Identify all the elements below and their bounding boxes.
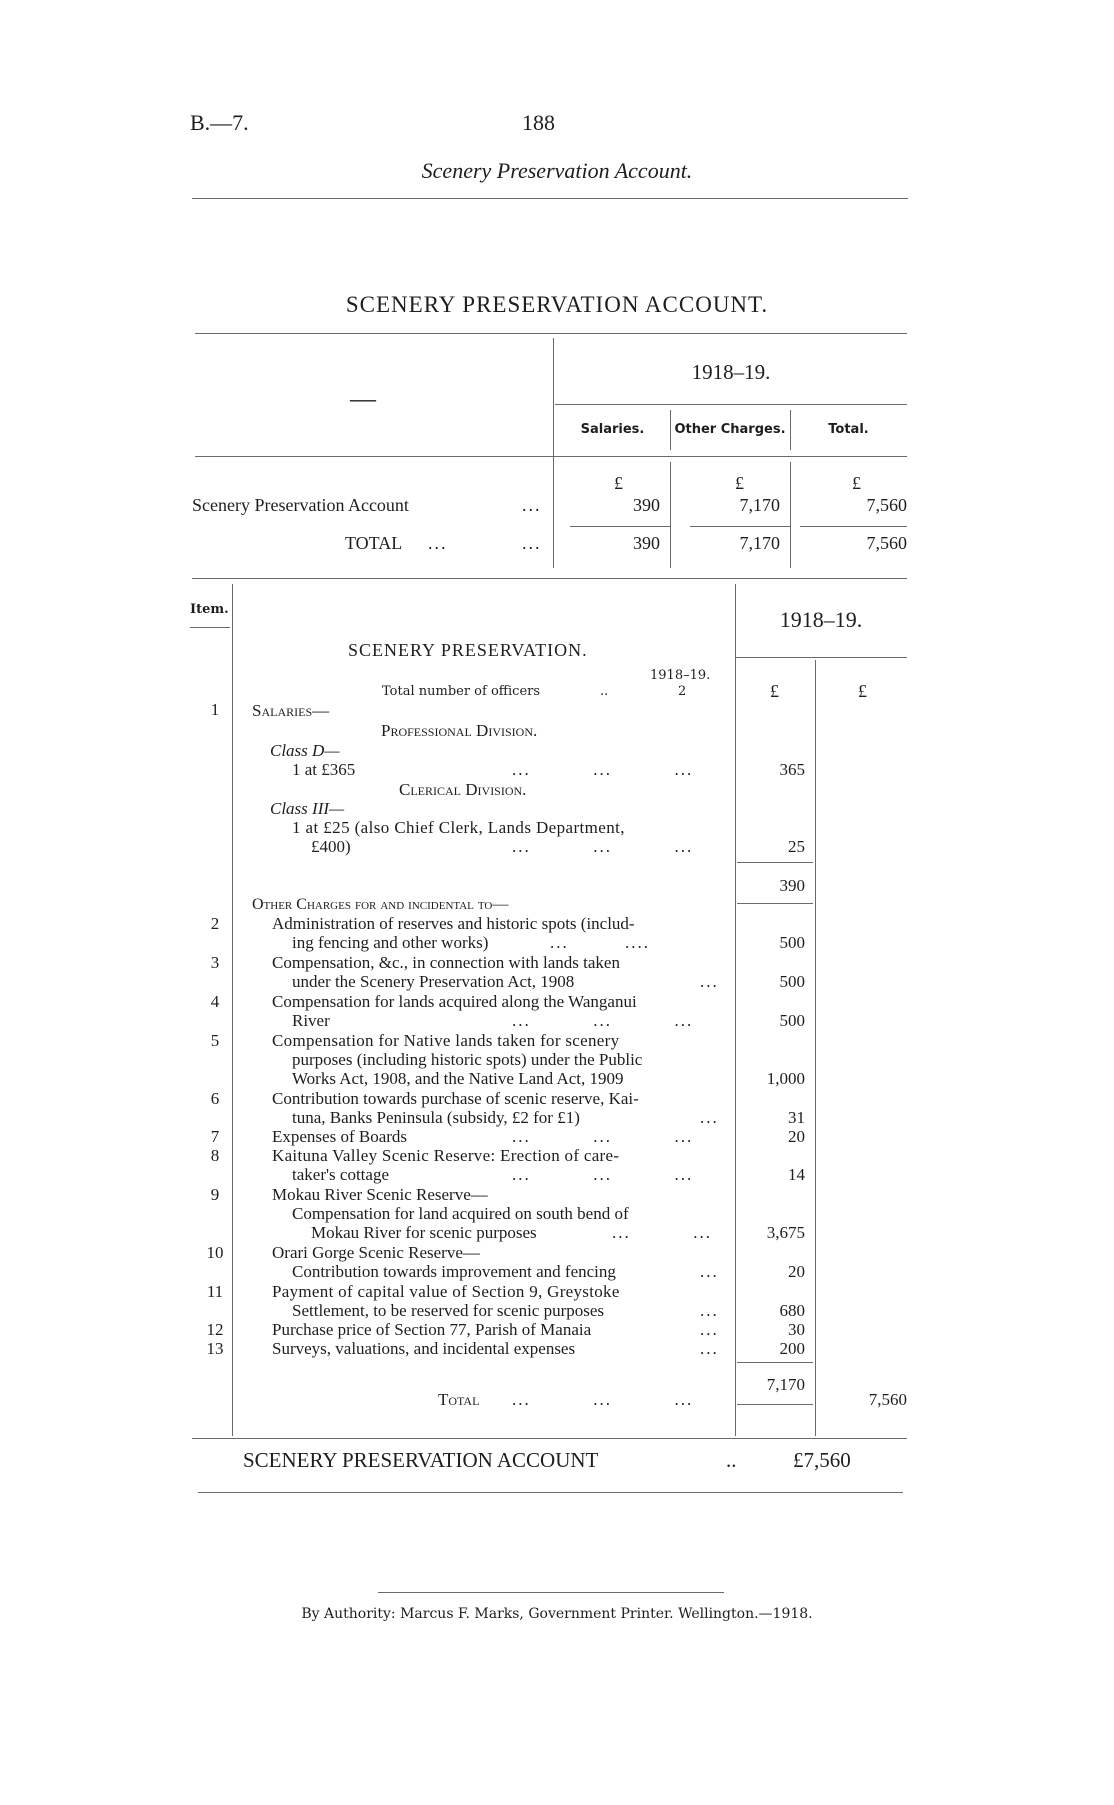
summary-row-other: 7,170 <box>739 495 780 515</box>
item-head-rule <box>190 627 230 628</box>
pounds-column-divider-2 <box>815 660 816 1436</box>
item-number: 11 <box>206 1282 224 1301</box>
item-dots: ... .... <box>550 933 650 952</box>
class-iii-dots: ... ... ... <box>512 837 694 856</box>
officers-dots: .. <box>600 684 609 699</box>
item-amount: 200 <box>779 1339 805 1358</box>
summary-body-divider-1 <box>670 462 671 530</box>
item-amount: 20 <box>788 1262 805 1281</box>
summary-currency-salaries: £ <box>614 473 623 493</box>
item-number: 5 <box>210 1031 220 1050</box>
item-amount: 31 <box>788 1108 805 1127</box>
other-subtotal: 7,170 <box>766 1375 805 1394</box>
summary-divider <box>553 338 554 568</box>
item-number: 2 <box>210 914 220 933</box>
summary-total-rule-3 <box>800 526 907 527</box>
item-description: purposes (including historic spots) under the Public <box>292 1050 643 1069</box>
summary-dash: — <box>350 384 376 413</box>
item-column-head: Item. <box>190 602 229 617</box>
summary-row-dots: ... <box>522 495 542 515</box>
item-number: 1 <box>210 700 220 719</box>
item-amount: 20 <box>788 1127 805 1146</box>
summary-total-rule-1 <box>570 526 670 527</box>
class-iii-line-2: £400) <box>311 837 351 856</box>
item-number: 7 <box>210 1127 220 1146</box>
summary-total-dots-2: ... <box>522 533 542 553</box>
item-dots: ... ... <box>612 1223 712 1242</box>
item-amount: 3,675 <box>766 1223 805 1242</box>
item-description: tuna, Banks Peninsula (subsidy, £2 for £1) <box>292 1108 580 1127</box>
summary-currency-total: £ <box>852 473 861 493</box>
item-description: ing fencing and other works) <box>292 933 489 952</box>
item-description: under the Scenery Preservation Act, 1908 <box>292 972 575 991</box>
item-description: Compensation for land acquired on south bend of <box>292 1204 629 1223</box>
item-dots: ... <box>700 972 719 991</box>
professional-division: Professional Division. <box>381 721 538 740</box>
detail-year: 1918–19. <box>779 607 863 632</box>
summary-title: SCENERY PRESERVATION ACCOUNT. <box>345 292 769 317</box>
class-d-line: 1 at £365 <box>292 760 356 779</box>
item-description: Settlement, to be reserved for scenic purposes <box>292 1301 605 1320</box>
summary-bottom-rule <box>192 578 907 579</box>
summary-total-other: 7,170 <box>739 533 780 553</box>
item-description: Compensation, &c., in connection with lands taken <box>272 953 620 972</box>
item-description: Contribution towards improvement and fencing <box>292 1262 616 1281</box>
item-description: Surveys, valuations, and incidental expenses <box>272 1339 576 1358</box>
item-description: Payment of capital value of Section 9, Greystoke <box>272 1282 620 1301</box>
item-amount: 1,000 <box>766 1069 805 1088</box>
item-dots: ... <box>700 1320 719 1339</box>
detail-total-label: Total <box>438 1390 480 1409</box>
item-dots: ... <box>700 1339 719 1358</box>
item-amount: 680 <box>779 1301 805 1320</box>
detail-bottom-rule <box>192 1438 907 1439</box>
item-description: Kaituna Valley Scenic Reserve: Erection of care- <box>272 1146 620 1165</box>
detail-year-rule <box>735 657 907 658</box>
class-iii-label: Class III— <box>270 799 345 818</box>
footer-rule <box>378 1592 724 1593</box>
summary-body-divider-2 <box>790 462 791 530</box>
item-description: Administration of reserves and historic spots (includ- <box>272 914 635 933</box>
closing-dots: .. <box>726 1448 737 1472</box>
item-column-divider <box>232 584 233 1436</box>
officers-year: 1918–19. <box>650 668 711 683</box>
item-number: 10 <box>206 1243 224 1262</box>
summary-currency-other: £ <box>735 473 744 493</box>
summary-year-rule <box>555 404 907 405</box>
summary-row-total: 7,560 <box>866 495 907 515</box>
other-subtotal-rule-2 <box>737 1404 813 1405</box>
item-number: 6 <box>210 1089 220 1108</box>
item-amount: 30 <box>788 1320 805 1339</box>
class-iii-line-1: 1 at £25 (also Chief Clerk, Lands Department, <box>292 818 625 837</box>
header-rule <box>192 198 908 199</box>
closing-amount: £7,560 <box>793 1448 851 1472</box>
item-description: Works Act, 1908, and the Native Land Act, 1909 <box>292 1069 624 1088</box>
summary-col-other: Other Charges. <box>674 422 786 437</box>
item-dots: ... ... ... <box>512 1127 694 1146</box>
item-number: 4 <box>210 992 220 1011</box>
salaries-subtotal-rule <box>737 862 813 863</box>
summary-col-total: Total. <box>828 422 869 437</box>
document-reference: B.—7. <box>190 110 249 135</box>
summary-total-divider-1 <box>670 530 671 568</box>
salaries-subtotal: 390 <box>779 876 805 895</box>
item-description: taker's cottage <box>292 1165 389 1184</box>
summary-head-rule <box>195 456 907 457</box>
item-number: 3 <box>210 953 220 972</box>
item-dots: ... <box>700 1301 719 1320</box>
summary-total-rule-2 <box>690 526 790 527</box>
other-charges-label: Other Charges for and incidental to— <box>252 896 509 913</box>
summary-row-label: Scenery Preservation Account <box>192 495 409 515</box>
item-amount: 500 <box>779 933 805 952</box>
item-number: 9 <box>210 1185 220 1204</box>
salaries-subtotal-rule-2 <box>737 903 813 904</box>
page-title: Scenery Preservation Account. <box>421 158 693 183</box>
summary-col-salaries: Salaries. <box>580 422 645 437</box>
detail-total-dots: ... ... ... <box>512 1390 694 1409</box>
salaries-label: Salaries— <box>252 701 330 720</box>
closing-rule <box>198 1492 903 1493</box>
other-subtotal-rule <box>737 1362 813 1363</box>
class-d-amount: 365 <box>779 760 805 779</box>
summary-total-dots-1: ... <box>428 533 448 553</box>
item-description: Compensation for lands acquired along the Wanganui <box>272 992 637 1011</box>
item-amount: 14 <box>788 1165 805 1184</box>
item-description: Contribution towards purchase of scenic reserve, Kai- <box>272 1089 639 1108</box>
item-description: Mokau River for scenic purposes <box>311 1223 537 1242</box>
summary-total-salaries: 390 <box>633 533 660 553</box>
summary-year: 1918–19. <box>691 360 771 384</box>
item-number: 12 <box>206 1320 224 1339</box>
detail-currency-1: £ <box>770 681 779 701</box>
page-number: 188 <box>522 110 555 135</box>
item-dots: ... <box>700 1108 719 1127</box>
class-d-dots: ... ... ... <box>512 760 694 779</box>
item-description: Mokau River Scenic Reserve— <box>272 1185 488 1204</box>
officers-count: 2 <box>678 684 687 699</box>
class-d-label: Class D— <box>270 741 340 760</box>
summary-total-label: TOTAL <box>345 533 403 553</box>
summary-row-salaries: 390 <box>633 495 660 515</box>
item-amount: 500 <box>779 972 805 991</box>
item-amount: 500 <box>779 1011 805 1030</box>
item-dots: ... <box>700 1262 719 1281</box>
item-description: Expenses of Boards <box>272 1127 408 1146</box>
item-description: Purchase price of Section 77, Parish of Manaia <box>272 1320 592 1339</box>
class-iii-amount: 25 <box>788 837 805 856</box>
item-dots: ... ... ... <box>512 1165 694 1184</box>
section-title: SCENERY PRESERVATION. <box>348 640 588 660</box>
detail-grand-total: 7,560 <box>868 1390 907 1409</box>
summary-top-rule <box>195 333 907 334</box>
item-dots: ... ... ... <box>512 1011 694 1030</box>
item-number: 13 <box>206 1339 224 1358</box>
summary-total-divider-2 <box>790 530 791 568</box>
clerical-division: Clerical Division. <box>399 780 527 799</box>
printer-imprint: By Authority: Marcus F. Marks, Government Printer. Wellington.—1918. <box>301 1606 813 1622</box>
closing-label: SCENERY PRESERVATION ACCOUNT <box>243 1448 599 1472</box>
item-number: 8 <box>210 1146 220 1165</box>
item-description: Orari Gorge Scenic Reserve— <box>272 1243 480 1262</box>
officers-label: Total number of officers <box>382 684 541 699</box>
item-description: River <box>292 1011 330 1030</box>
detail-currency-2: £ <box>858 681 867 701</box>
item-description: Compensation for Native lands taken for scenery <box>272 1031 620 1050</box>
summary-total-total: 7,560 <box>866 533 907 553</box>
